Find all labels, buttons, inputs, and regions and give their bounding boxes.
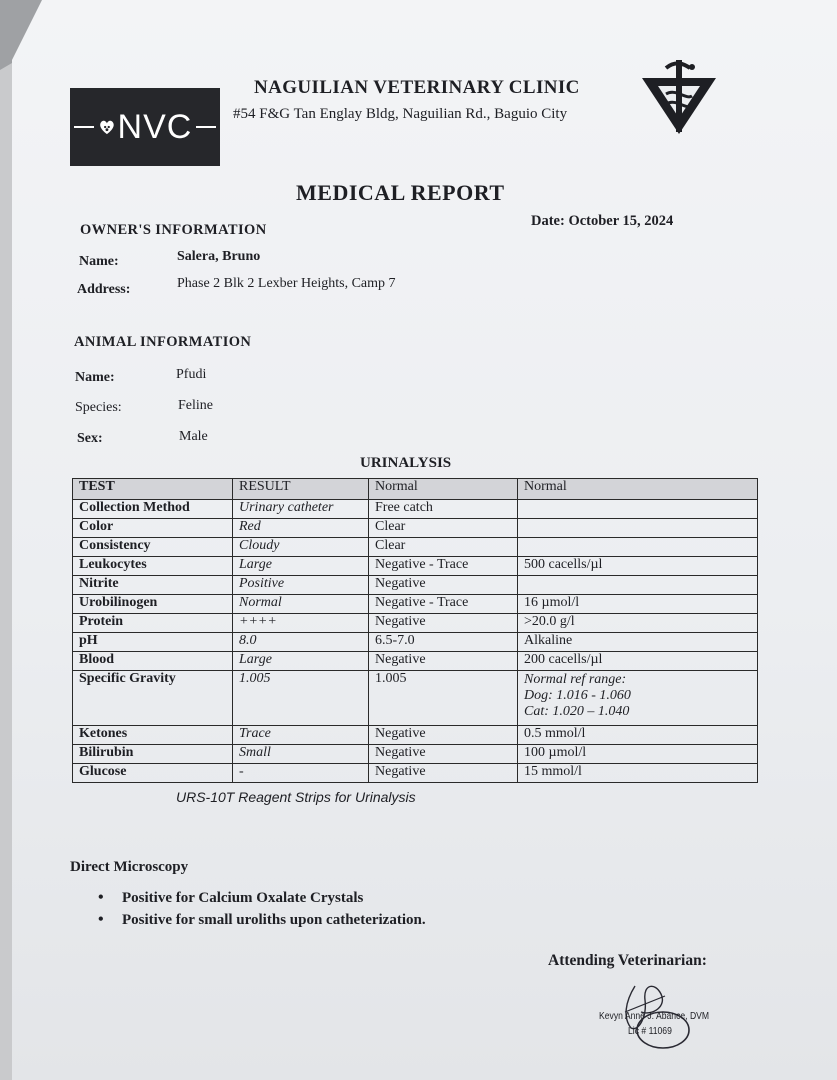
logo-divider <box>74 126 94 128</box>
table-row-specific-gravity <box>73 671 758 726</box>
test-normal-reference: 200 cacells/µl <box>518 652 758 671</box>
test-result: ++++ <box>233 614 369 633</box>
test-name: Glucose <box>73 764 233 783</box>
test-normal: Negative <box>369 614 518 633</box>
veterinarian-name: Kevyn Anne J. Abance, DVM <box>599 1010 710 1022</box>
test-normal: Negative <box>369 652 518 671</box>
test-normal: Clear <box>369 538 518 557</box>
test-name: Bilirubin <box>73 745 233 764</box>
test-result: Red <box>233 519 369 538</box>
test-result: - <box>233 764 369 783</box>
test-result: Small <box>233 745 369 764</box>
test-normal-reference: 100 µmol/l <box>518 745 758 764</box>
test-normal-reference: >20.0 g/l <box>518 614 758 633</box>
test-normal: Negative <box>369 576 518 595</box>
test-normal-reference <box>518 538 758 557</box>
test-normal-reference: 16 µmol/l <box>518 595 758 614</box>
test-normal: 6.5-7.0 <box>369 633 518 652</box>
test-name: Leukocytes <box>73 557 233 576</box>
table-row <box>73 652 758 671</box>
test-normal-reference: 500 cacells/µl <box>518 557 758 576</box>
specific-gravity-reference-range <box>518 671 758 726</box>
owner-heading: OWNER'S INFORMATION <box>80 222 267 238</box>
test-name: Ketones <box>73 726 233 745</box>
animal-sex-label: Sex: <box>77 431 103 446</box>
table-row <box>73 726 758 745</box>
test-normal: Negative <box>369 764 518 783</box>
owner-name-label: Name: <box>79 254 119 269</box>
test-name: Nitrite <box>73 576 233 595</box>
test-normal: 1.005 <box>369 671 518 726</box>
owner-address-label: Address: <box>77 282 131 297</box>
report-title: MEDICAL REPORT <box>296 180 505 205</box>
animal-name-label: Name: <box>75 370 115 385</box>
table-header-row <box>73 479 758 500</box>
table-row <box>73 576 758 595</box>
test-result: Positive <box>233 576 369 595</box>
test-normal: Clear <box>369 519 518 538</box>
table-row <box>73 633 758 652</box>
header-test: TEST <box>73 479 233 500</box>
test-name: Specific Gravity <box>73 671 233 726</box>
test-result: Large <box>233 652 369 671</box>
test-result: Cloudy <box>233 538 369 557</box>
test-normal: Negative - Trace <box>369 557 518 576</box>
urinalysis-title: URINALYSIS <box>360 455 452 471</box>
table-row <box>73 614 758 633</box>
table-row <box>73 538 758 557</box>
test-normal: Free catch <box>369 500 518 519</box>
clinic-logo <box>70 88 220 166</box>
test-result: Large <box>233 557 369 576</box>
clinic-name: NAGUILIAN VETERINARY CLINIC <box>254 77 580 98</box>
report-date: Date: October 15, 2024 <box>531 213 674 229</box>
urinalysis-table <box>72 478 758 783</box>
attending-veterinarian-label: Attending Veterinarian: <box>548 952 707 969</box>
veterinary-caduceus-icon <box>636 58 722 140</box>
test-normal-reference: 0.5 mmol/l <box>518 726 758 745</box>
test-normal: Negative <box>369 726 518 745</box>
test-normal: Negative - Trace <box>369 595 518 614</box>
test-name: Blood <box>73 652 233 671</box>
test-name: Protein <box>73 614 233 633</box>
header-normal: Normal <box>369 479 518 500</box>
header-normal-reference: Normal <box>518 479 758 500</box>
test-normal-reference: 15 mmol/l <box>518 764 758 783</box>
table-caption: URS-10T Reagent Strips for Urinalysis <box>176 789 416 805</box>
paw-heart-icon <box>98 117 116 137</box>
table-row <box>73 500 758 519</box>
test-name: Consistency <box>73 538 233 557</box>
list-item: • Positive for Calcium Oxalate Crystals <box>98 890 426 912</box>
test-name: Collection Method <box>73 500 233 519</box>
test-name: Urobilinogen <box>73 595 233 614</box>
test-result: 1.005 <box>233 671 369 726</box>
veterinarian-license: Lic # 11069 <box>628 1025 672 1037</box>
ref-range-dog: Dog: 1.016 - 1.060 <box>524 688 631 704</box>
test-result: 8.0 <box>233 633 369 652</box>
logo-divider <box>196 126 216 128</box>
animal-species-label: Species: <box>75 400 122 415</box>
test-result: Trace <box>233 726 369 745</box>
microscopy-findings-list <box>98 890 426 934</box>
owner-address: Phase 2 Blk 2 Lexber Heights, Camp 7 <box>177 276 396 291</box>
clinic-address: #54 F&G Tan Englay Bldg, Naguilian Rd., Baguio City <box>233 106 568 122</box>
ref-range-cat: Cat: 1.020 – 1.040 <box>524 704 630 720</box>
list-item: • Positive for small uroliths upon catheterization. <box>98 912 426 934</box>
test-result: Normal <box>233 595 369 614</box>
table-row <box>73 764 758 783</box>
test-normal-reference: Alkaline <box>518 633 758 652</box>
animal-name: Pfudi <box>176 367 207 382</box>
ref-range-label: Normal ref range: <box>524 672 627 687</box>
animal-sex: Male <box>179 429 208 444</box>
owner-name: Salera, Bruno <box>177 249 261 264</box>
animal-species: Feline <box>178 398 213 413</box>
microscopy-heading: Direct Microscopy <box>70 859 189 875</box>
logo-text: NVC <box>117 107 193 146</box>
test-name: pH <box>73 633 233 652</box>
header-result: RESULT <box>233 479 369 500</box>
test-normal-reference <box>518 519 758 538</box>
test-normal-reference <box>518 500 758 519</box>
test-normal: Negative <box>369 745 518 764</box>
test-name: Color <box>73 519 233 538</box>
test-result: Urinary catheter <box>233 500 369 519</box>
test-normal-reference <box>518 576 758 595</box>
table-row <box>73 745 758 764</box>
table-row <box>73 595 758 614</box>
animal-heading: ANIMAL INFORMATION <box>74 334 252 350</box>
table-row <box>73 557 758 576</box>
table-row <box>73 519 758 538</box>
